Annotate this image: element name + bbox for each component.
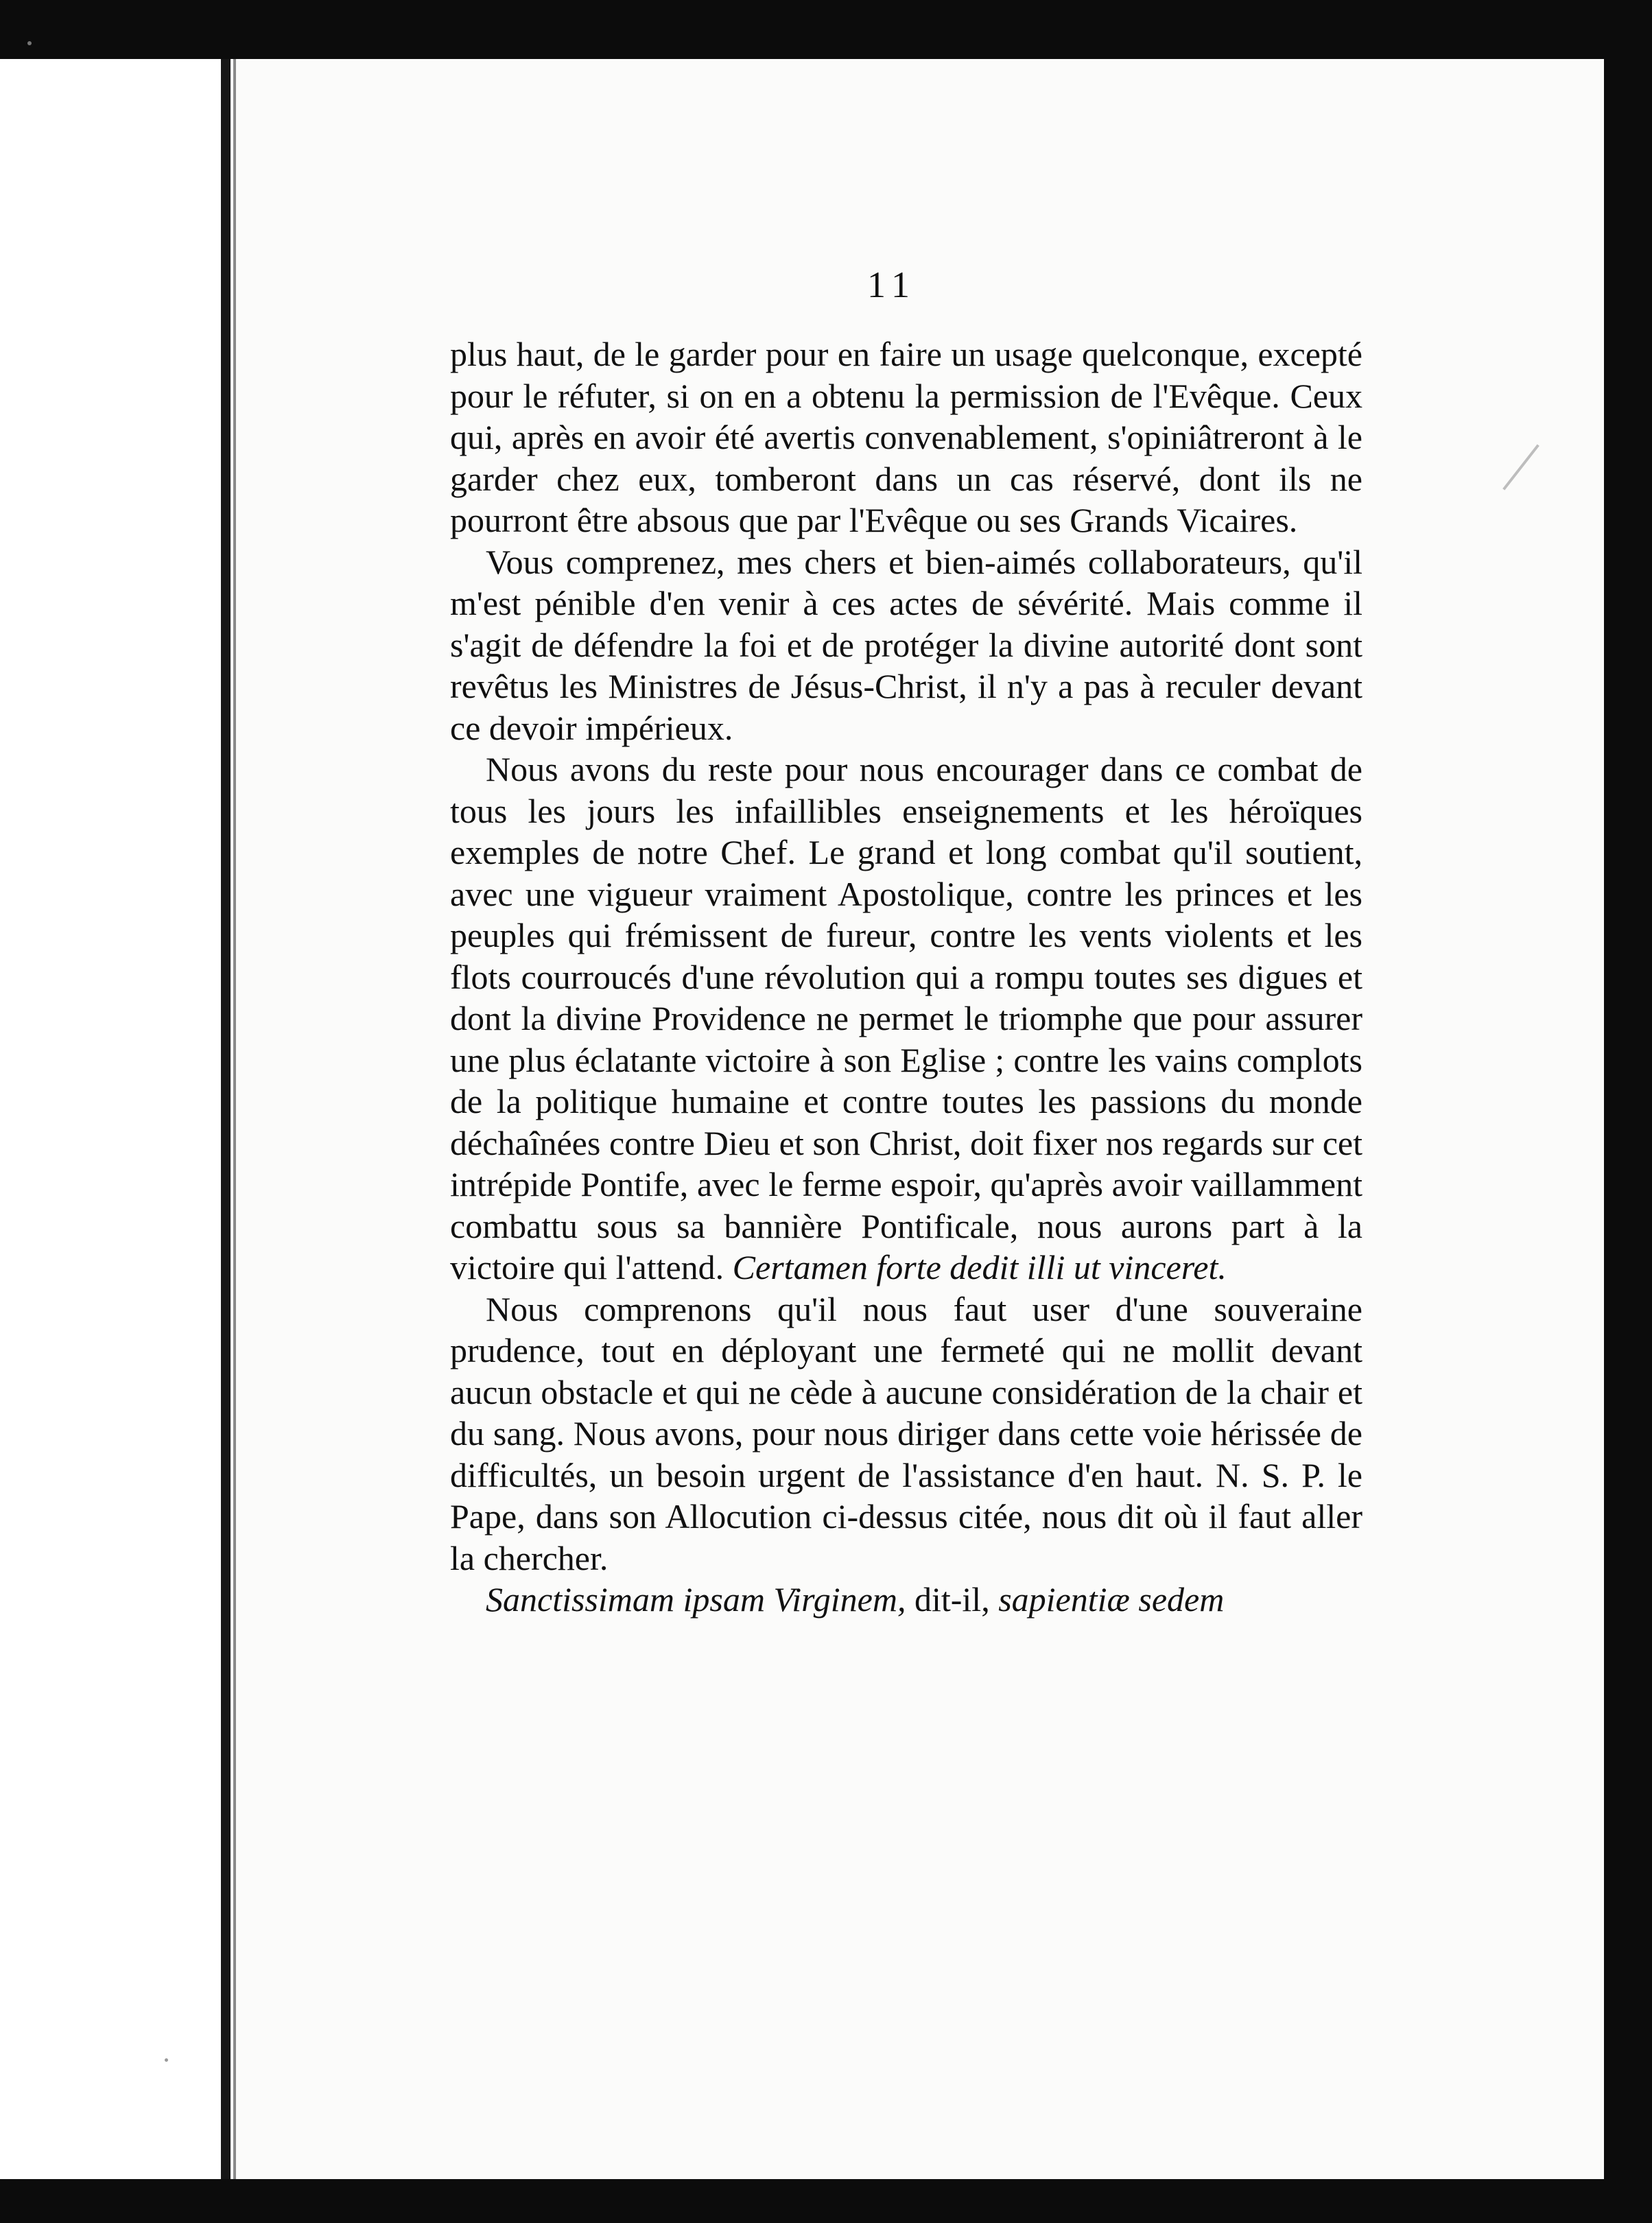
book-spine-shadow — [221, 59, 231, 2179]
speck-mark — [27, 41, 32, 45]
facing-page-edge — [0, 59, 224, 2179]
speck-mark — [165, 2058, 168, 2062]
quote-italic-end: sapientiæ sedem — [998, 1580, 1225, 1619]
paragraph-3 — [450, 749, 1362, 1289]
paragraph-5 — [450, 1579, 1362, 1621]
scan-frame-right — [1604, 0, 1652, 2223]
quote-italic-start: Sanctissimam ipsam Virginem, — [486, 1580, 906, 1619]
paragraph-4: Nous comprenons qu'il nous faut user d'une souveraine prudence, tout en déployant une fermeté qui ne mollit devant aucun obstacle et qui ne cède à aucune considération de la chair et du sang. Nous avons, pour nous diriger dans cette voie hérissée de difficultés, un besoin urgent de l'assistance d'en haut. N. S. P. le Pape, dans son Allocution ci-dessus citée, nous dit où il faut aller la chercher. — [450, 1289, 1362, 1577]
quote-plain: dit-il, — [906, 1580, 999, 1619]
paragraph-2: Vous comprenez, mes chers et bien-aimés collaborateurs, qu'il m'est pénible d'en venir à ces actes de sévérité. Mais comme il s'agit de défendre la foi et de protéger la divine autorité dont sont revêtus les Ministres de Jésus-Christ, il n'y a pas à reculer devant ce devoir impérieux. — [450, 542, 1362, 747]
page-text — [450, 333, 1362, 1621]
page-number: 11 — [867, 264, 917, 305]
scan-frame-top — [0, 0, 1652, 59]
paragraph-3-text: Nous avons du reste pour nous encourager dans ce combat de tous les jours les infaillibles enseignements et les héroïques exemples de notre Chef. Le grand et long combat qu'il soutient, avec une vigueur vraiment Apostolique, contre les princes et les peuples qui frémissent de fureur, contre les vents violents et les flots courroucés d'une révolution qui a rompu toutes ses digues et dont la divine Providence ne permet le triomphe que pour assurer une plus éclatante victoire à son Eglise ; contre les vains complots de la politique humaine et contre toutes les passions du monde déchaînées contre Dieu et son Christ, doit fixer nos regards sur cet intrépide Pontife, avec le ferme espoir, qu'après avoir vaillamment combattu sous sa bannière Pontificale, nous aurons part à la victoire qui l'attend. — [450, 750, 1362, 1286]
latin-quote: Certamen forte dedit illi ut vinceret. — [732, 1248, 1227, 1286]
paragraph-1: plus haut, de le garder pour en faire un usage quelconque, excepté pour le réfuter, si on en a obtenu la permission de l'Evêque. Ceux qui, après en avoir été avertis convenablement, s'opiniâtreront à le garder chez eux, tomberont dans un cas réservé, dont ils ne pourront être absous que par l'Evêque ou ses Grands Vicaires. — [450, 335, 1362, 539]
scan-frame-bottom — [0, 2179, 1652, 2223]
